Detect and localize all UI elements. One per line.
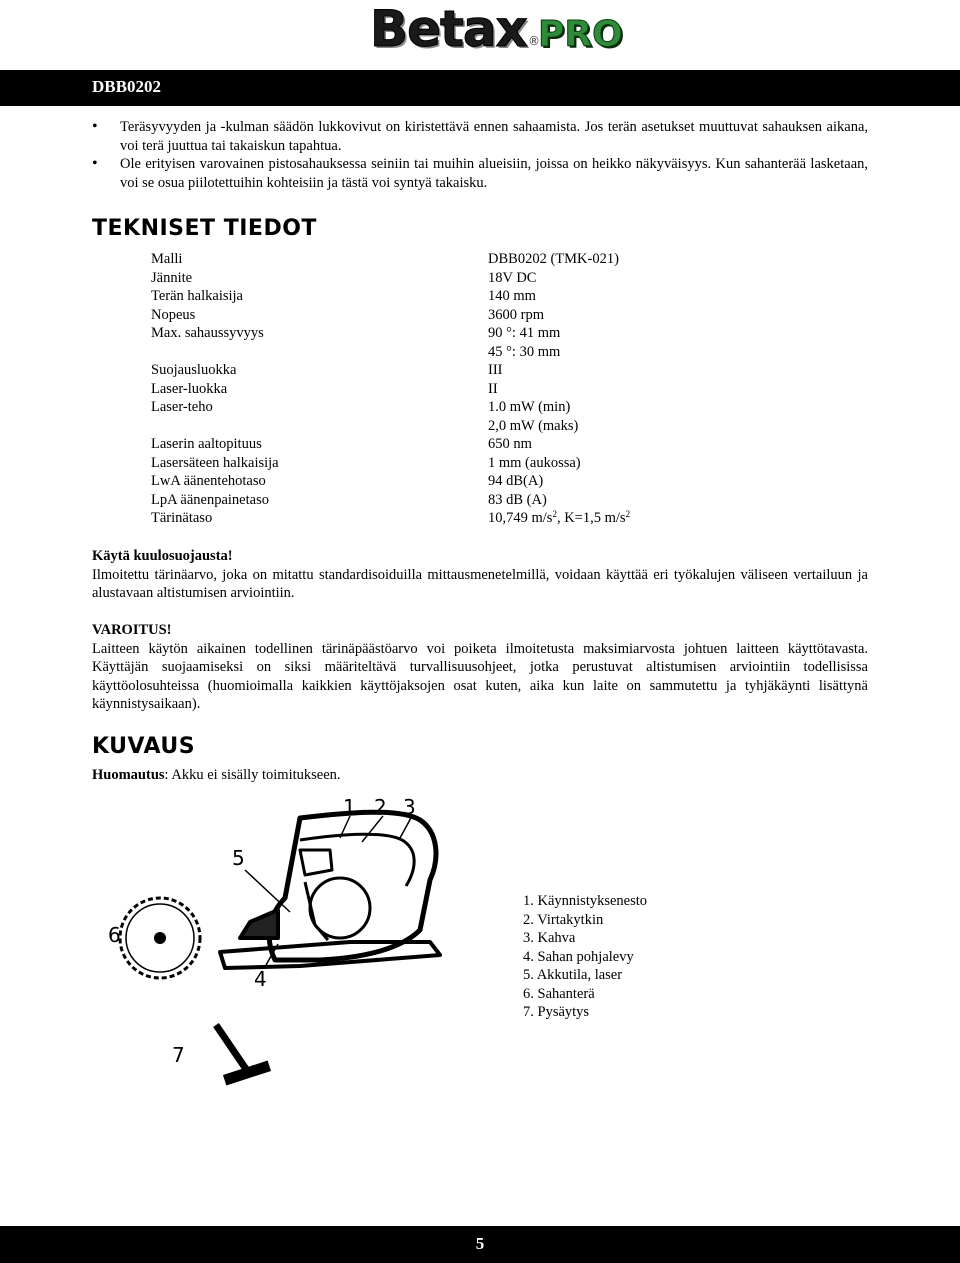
spec-value: 1 mm (aukossa) bbox=[488, 454, 581, 471]
spec-row bbox=[151, 361, 630, 380]
battery-note-text: : Akku ei sisälly toimitukseen. bbox=[164, 767, 341, 783]
brand-suffix: PRO bbox=[538, 14, 623, 55]
brand-logo bbox=[370, 0, 623, 60]
parts-list-item: 2. Virtakytkin bbox=[523, 911, 604, 928]
spec-row-vibration bbox=[151, 509, 630, 528]
spec-label: Malli bbox=[151, 251, 183, 267]
spec-value: III bbox=[488, 362, 503, 378]
spec-value: 18V DC bbox=[488, 269, 537, 286]
spec-value bbox=[488, 509, 630, 528]
bullet-item: • Teräsyvyyden ja -kulman säädön lukkovivut on kiristettävä ennen sahaamista. Jos terän asetukset muuttuvat sahauksen aikana, voi terä juuttua tai takaiskun tapahtua. bbox=[92, 118, 868, 155]
spec-row bbox=[151, 398, 630, 417]
spec-label: Max. sahaussyvyys bbox=[151, 325, 264, 341]
callout-2: 2 bbox=[374, 795, 387, 819]
saw-body-illustration bbox=[220, 812, 440, 968]
spec-row bbox=[151, 287, 630, 306]
battery-note bbox=[92, 766, 868, 785]
spec-label: Terän halkaisija bbox=[151, 288, 243, 304]
spec-label: Laser-teho bbox=[151, 399, 213, 415]
saw-exploded-diagram bbox=[100, 790, 480, 1130]
hearing-protection-note bbox=[92, 547, 868, 603]
description-heading: KUVAUS bbox=[92, 734, 196, 759]
stop-wrench-illustration bbox=[216, 1025, 270, 1085]
spec-label: Suojausluokka bbox=[151, 362, 237, 378]
callout-4: 4 bbox=[254, 967, 267, 991]
bullet-item: • Ole erityisen varovainen pistosahauksessa seiniin tai muihin alueisiin, joissa on heikko näkyväisyys. Kun sahanterää lasketaan, voi se osua piilotettuihin kohteisiin ja tästä voi syntyä takaisku. bbox=[92, 155, 868, 192]
spec-row bbox=[151, 380, 630, 399]
spec-row bbox=[151, 454, 630, 473]
callout-3: 3 bbox=[403, 795, 416, 819]
spec-label: LpA äänenpainetaso bbox=[151, 491, 269, 508]
spec-row bbox=[151, 324, 630, 343]
uncertainty-exponent: 2 bbox=[625, 509, 631, 519]
spec-value: 3600 rpm bbox=[488, 306, 544, 323]
safety-bullet-list bbox=[92, 118, 868, 192]
parts-list-item: 3. Kahva bbox=[523, 930, 576, 946]
header-model: DBB0202 bbox=[92, 77, 161, 96]
warning-note bbox=[92, 621, 868, 714]
tech-heading: TEKNISET TIEDOT bbox=[92, 216, 317, 241]
spec-row bbox=[151, 306, 630, 325]
vibration-value: 10,749 m/s bbox=[488, 510, 553, 526]
spec-value: 90 °: 41 mm bbox=[488, 325, 561, 341]
spec-label: Lasersäteen halkaisija bbox=[151, 454, 279, 471]
spec-value: 94 dB(A) bbox=[488, 473, 544, 489]
parts-list-item: 4. Sahan pohjalevy bbox=[523, 948, 634, 965]
callout-6: 6 bbox=[108, 923, 121, 947]
spec-value: 140 mm bbox=[488, 288, 536, 304]
battery-note-label: Huomautus bbox=[92, 767, 165, 783]
tech-specs-table bbox=[151, 250, 630, 528]
spec-label: Jännite bbox=[151, 269, 193, 286]
spec-row bbox=[151, 435, 630, 454]
spec-row bbox=[151, 269, 630, 288]
spec-row bbox=[151, 250, 630, 269]
spec-label: LwA äänentehotaso bbox=[151, 473, 266, 489]
spec-row bbox=[151, 343, 630, 362]
spec-label: Tärinätaso bbox=[151, 510, 213, 526]
spec-value: 2,0 mW (maks) bbox=[488, 417, 579, 434]
brand-name: Betax bbox=[370, 0, 527, 58]
footer-bar bbox=[0, 1226, 960, 1263]
vibration-uncertainty: , K=1,5 m/s bbox=[556, 510, 626, 526]
spec-value: 83 dB (A) bbox=[488, 491, 547, 508]
hearing-protection-text: Ilmoitettu tärinäarvo, joka on mitattu standardisoiduilla mittausmenetelmillä, voidaan käyttää eri työkalujen väliseen vertailuun ja alustavaan altistumisen arviointiin. bbox=[92, 566, 868, 601]
warning-text: Laitteen käytön aikainen todellinen tärinäpäästöarvo voi poiketa ilmoitetusta maksimiarvosta johtuen laitteen käyttötavasta. Käyttäjän suojaamiseksi on siksi määriteltävä turvallisuusohjeet, jotka perustuvat altistumisen arviointiin todellisissa käyttöolosuhteissa (huomioimalla kaikkien käyttöjaksojen osat kuten, aika kun laite on sammutettu ja tyhjäkäynti lisättynä käynnistysaikaan). bbox=[92, 640, 868, 712]
spec-row bbox=[151, 417, 630, 436]
spec-row bbox=[151, 472, 630, 491]
parts-list-item: 7. Pysäytys bbox=[523, 1004, 590, 1020]
spec-label: Laserin aaltopituus bbox=[151, 436, 262, 452]
parts-list-item: 6. Sahanterä bbox=[523, 985, 595, 1002]
page-number: 5 bbox=[475, 1234, 485, 1253]
vibration-exponent: 2 bbox=[552, 509, 557, 519]
tech-specs-body bbox=[151, 250, 630, 509]
spec-label bbox=[151, 417, 488, 436]
callout-7: 7 bbox=[172, 1043, 185, 1067]
hearing-protection-title: Käytä kuulosuojausta! bbox=[92, 548, 233, 564]
spec-value: 1.0 mW (min) bbox=[488, 399, 571, 415]
warning-title: VAROITUS! bbox=[92, 622, 172, 638]
spec-value: II bbox=[488, 380, 498, 397]
header-bar bbox=[0, 70, 960, 106]
callout-5: 5 bbox=[232, 846, 245, 870]
spec-label: Nopeus bbox=[151, 306, 196, 323]
callout-1: 1 bbox=[343, 795, 356, 819]
brand-registered-mark: ® bbox=[528, 34, 540, 48]
spec-value: 650 nm bbox=[488, 436, 532, 452]
parts-list-item: 1. Käynnistyksenesto bbox=[523, 893, 648, 909]
saw-blade-illustration bbox=[120, 898, 200, 978]
spec-value: 45 °: 30 mm bbox=[488, 343, 561, 360]
spec-label bbox=[151, 343, 488, 362]
parts-list bbox=[523, 892, 647, 1022]
parts-list-item: 5. Akkutila, laser bbox=[523, 967, 623, 983]
spec-value: DBB0202 (TMK-021) bbox=[488, 251, 619, 267]
spec-label: Laser-luokka bbox=[151, 380, 228, 397]
spec-row bbox=[151, 491, 630, 510]
